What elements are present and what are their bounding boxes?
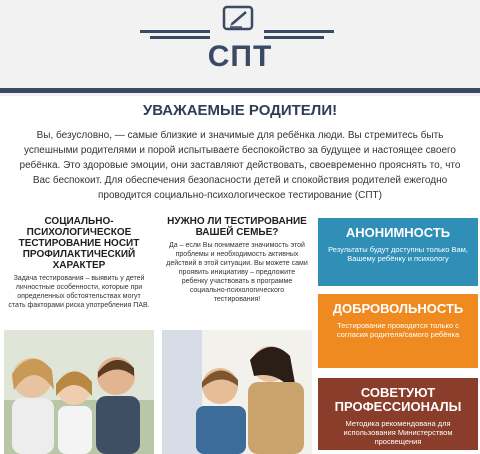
- tablet-pen-icon: [216, 4, 260, 34]
- parent-child-photo: [162, 330, 312, 454]
- decorative-line: [140, 30, 210, 33]
- badge-professionals: [318, 378, 478, 450]
- badge-title: ДОБРОВОЛЬНОСТЬ: [332, 301, 464, 316]
- card-text: Да – если Вы понимаете значимость этой проблемы и необходимость активных действий в этой ситуации. Вы можете сами проявить инициативу – предложите ребенку участвовать в программе социально-психологического тестирования!: [166, 242, 308, 303]
- card-text: Задача тестирования – выявить у детей личностные особенности, которые при определенных обстоятельствах могут стать факторами риска употребления ПАВ.: [8, 275, 150, 309]
- card-heading: СОЦИАЛЬНО-ПСИХОЛОГИЧЕСКОЕ ТЕСТИРОВАНИЕ НОСИТ ПРОФИЛАКТИЧЕСКИЙ ХАРАКТЕР: [18, 216, 140, 271]
- title-divider: [0, 88, 480, 93]
- badge-text: Результаты будут доступны только Вам, Вашему ребёнку и психологу: [328, 245, 468, 263]
- badge-title: СОВЕТУЮТ ПРОФЕССИОНАЛЫ: [334, 385, 462, 414]
- badge-title: АНОНИМНОСТЬ: [345, 225, 451, 240]
- badge-anonymity: [318, 218, 478, 286]
- badge-text: Тестирование проводится только с согласия родителя/самого ребёнка: [336, 321, 460, 339]
- main-heading: УВАЖАЕМЫЕ РОДИТЕЛИ!: [142, 102, 338, 119]
- family-photo: [4, 330, 154, 454]
- decorative-line: [264, 30, 334, 33]
- decorative-line: [264, 36, 324, 39]
- badge-voluntary: [318, 294, 478, 368]
- badge-text: Методика рекомендована для использования Министерством просвещения: [343, 419, 453, 446]
- decorative-line: [150, 36, 210, 39]
- page-title: СПТ: [207, 40, 273, 73]
- card-heading: НУЖНО ЛИ ТЕСТИРОВАНИЕ ВАШЕЙ СЕМЬЕ?: [167, 216, 307, 238]
- intro-paragraph: Вы, безусловно, — самые близкие и значимые для ребёнка люди. Вы стремитесь быть успешными родителями и порой испытываете беспокойство за будущее и настоящее своего ребёнка. Это здоровые эмоции, они заставляют действовать, своевременно прояснять то, что Вас беспокоит. Для обеспечения безопасности детей и спокойствия родителей ежегодно проводится социально-психологическое тестирование (СПТ): [19, 130, 461, 201]
